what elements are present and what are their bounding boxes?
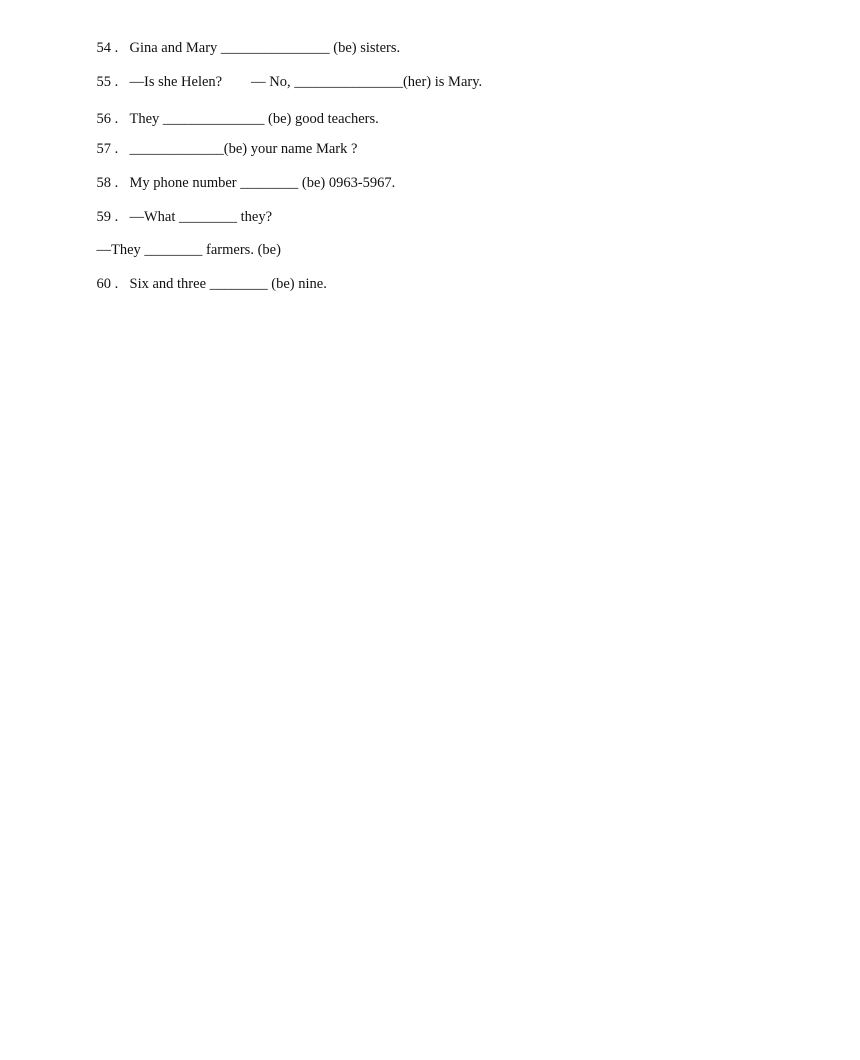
question-number: 56 . bbox=[96, 111, 119, 127]
question-text: My phone number ________ (be) 0963-5967. bbox=[129, 175, 396, 191]
question-text: —They ________ farmers. (be) bbox=[96, 242, 281, 258]
question-text: —What ________ they? bbox=[129, 209, 273, 225]
question-text: Gina and Mary _______________ (be) sisters. bbox=[129, 40, 401, 56]
question-60 bbox=[82, 257, 327, 311]
question-number: 55 . bbox=[96, 74, 119, 90]
question-text: —Is she Helen? — No, _______________(her) is Mary. bbox=[129, 74, 483, 90]
question-text: _____________(be) your name Mark ? bbox=[129, 141, 358, 157]
question-number: 59 . bbox=[96, 209, 119, 225]
question-number: 54 . bbox=[96, 40, 119, 56]
question-number: 60 . bbox=[96, 276, 119, 292]
question-number: 57 . bbox=[96, 141, 119, 157]
question-number: 58 . bbox=[96, 175, 119, 191]
question-text: Six and three ________ (be) nine. bbox=[129, 276, 327, 292]
question-text: They ______________ (be) good teachers. bbox=[129, 111, 379, 127]
